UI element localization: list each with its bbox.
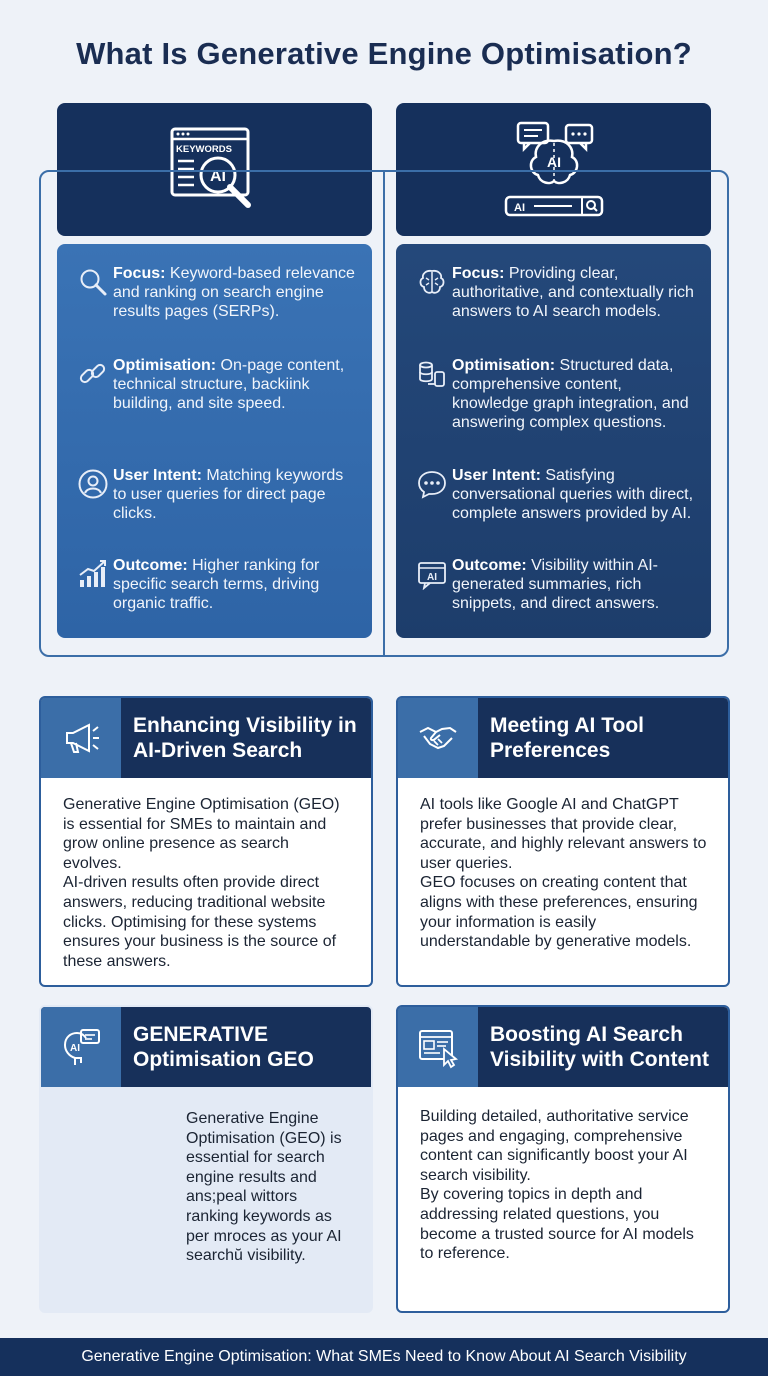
page-title: What Is Generative Engine Optimisation? xyxy=(76,36,692,71)
visibility-card xyxy=(39,696,373,987)
generative-card-body: Generative Engine Optimisation (GEO) is essential for search engine results and ans;peal wittors ranking keywords as per mroces as your AI searchŭ visibility. xyxy=(186,1110,342,1265)
user-icon xyxy=(77,468,109,500)
preferences-card-title: Meeting AI Tool Preferences xyxy=(490,714,644,762)
boosting-card xyxy=(396,1005,730,1313)
link-icon xyxy=(77,358,109,390)
handshake-icon xyxy=(416,716,460,760)
seo-optimisation-text: Optimisation: On-page content, technical structure, backiink building, and site speed. xyxy=(113,357,345,412)
geo-optimisation-item xyxy=(416,356,697,432)
chat-icon xyxy=(416,468,448,500)
ai-head-icon xyxy=(59,1025,103,1069)
preferences-card-body: AI tools like Google AI and ChatGPT prefer businesses that provide clear, accurate, and highly relevant answers to user queries. GEO focuses on creating content that aligns with these preferences, ensuring your information is easily understandable by generative models. xyxy=(420,796,707,951)
comparison-divider xyxy=(383,172,385,656)
seo-focus-item xyxy=(77,264,358,321)
seo-user-intent-text: User Intent: Matching keywords to user queries for direct page clicks. xyxy=(113,467,344,522)
geo-focus-text: Focus: Providing clear, authoritative, and contextually rich answers to AI search models. xyxy=(452,265,694,320)
ai-brain-badge: AI xyxy=(546,153,561,170)
preferences-card xyxy=(396,696,730,987)
ai-window-icon xyxy=(416,558,448,590)
generative-card-header xyxy=(41,1007,371,1087)
keywords-label: KEYWORDS xyxy=(175,143,232,155)
geo-optimisation-text: Optimisation: Structured data, comprehensive content, knowledge graph integration, and answering complex questions. xyxy=(452,357,689,431)
generative-card-title: GENERATIVE Optimisation GEO xyxy=(133,1023,314,1071)
seo-outcome-item xyxy=(77,556,358,613)
geo-user-intent-item xyxy=(416,466,697,523)
boosting-card-title: Boosting AI Search Visibility with Content xyxy=(490,1023,709,1071)
seo-outcome-text: Outcome: Higher ranking for specific search terms, driving organic traffic. xyxy=(113,557,320,612)
megaphone-icon xyxy=(59,716,103,760)
seo-focus-text: Focus: Keyword-based relevance and ranking on search engine results pages (SERPs). xyxy=(113,265,355,320)
visibility-card-title: Enhancing Visibility in AI-Driven Search xyxy=(133,714,357,762)
database-icon xyxy=(416,358,448,390)
search-icon xyxy=(77,266,109,298)
boosting-card-body: Building detailed, authoritative service pages and engaging, comprehensive content can significantly boost your AI search visibility. By covering topics in depth and addressing related questions, you become a trusted source for AI models to reference. xyxy=(420,1108,694,1263)
visibility-card-header xyxy=(41,698,371,778)
geo-outcome-text: Outcome: Visibility within AI-generated summaries, rich snippets, and direct answers. xyxy=(452,557,660,612)
visibility-card-body: Generative Engine Optimisation (GEO) is essential for SMEs to maintain and grow online presence as search evolves. AI-driven results often provide direct answers, reducing traditional website clicks. Optimising for these systems ensures your business is the source of these answers. xyxy=(63,796,340,970)
geo-info-card xyxy=(396,244,711,638)
preferences-card-header xyxy=(398,698,728,778)
seo-user-intent-item xyxy=(77,466,358,523)
ai-search-label: AI xyxy=(513,201,525,214)
geo-user-intent-text: User Intent: Satisfying conversational queries with direct, complete answers provided by AI. xyxy=(452,467,694,522)
footer-banner: Generative Engine Optimisation: What SMEs Need to Know About AI Search Visibility xyxy=(0,1338,768,1376)
ai-window-label: AI xyxy=(427,572,437,583)
geo-focus-item xyxy=(416,264,697,321)
seo-info-card xyxy=(57,244,372,638)
seo-optimisation-item xyxy=(77,356,358,413)
boosting-card-header xyxy=(398,1007,728,1087)
growth-chart-icon xyxy=(77,558,109,590)
generative-card xyxy=(39,1005,373,1313)
geo-outcome-item xyxy=(416,556,697,613)
ai-badge: AI xyxy=(209,167,226,185)
webpage-cursor-icon xyxy=(416,1025,460,1069)
brain-icon xyxy=(416,266,448,298)
ai-head-label: AI xyxy=(70,1043,80,1054)
